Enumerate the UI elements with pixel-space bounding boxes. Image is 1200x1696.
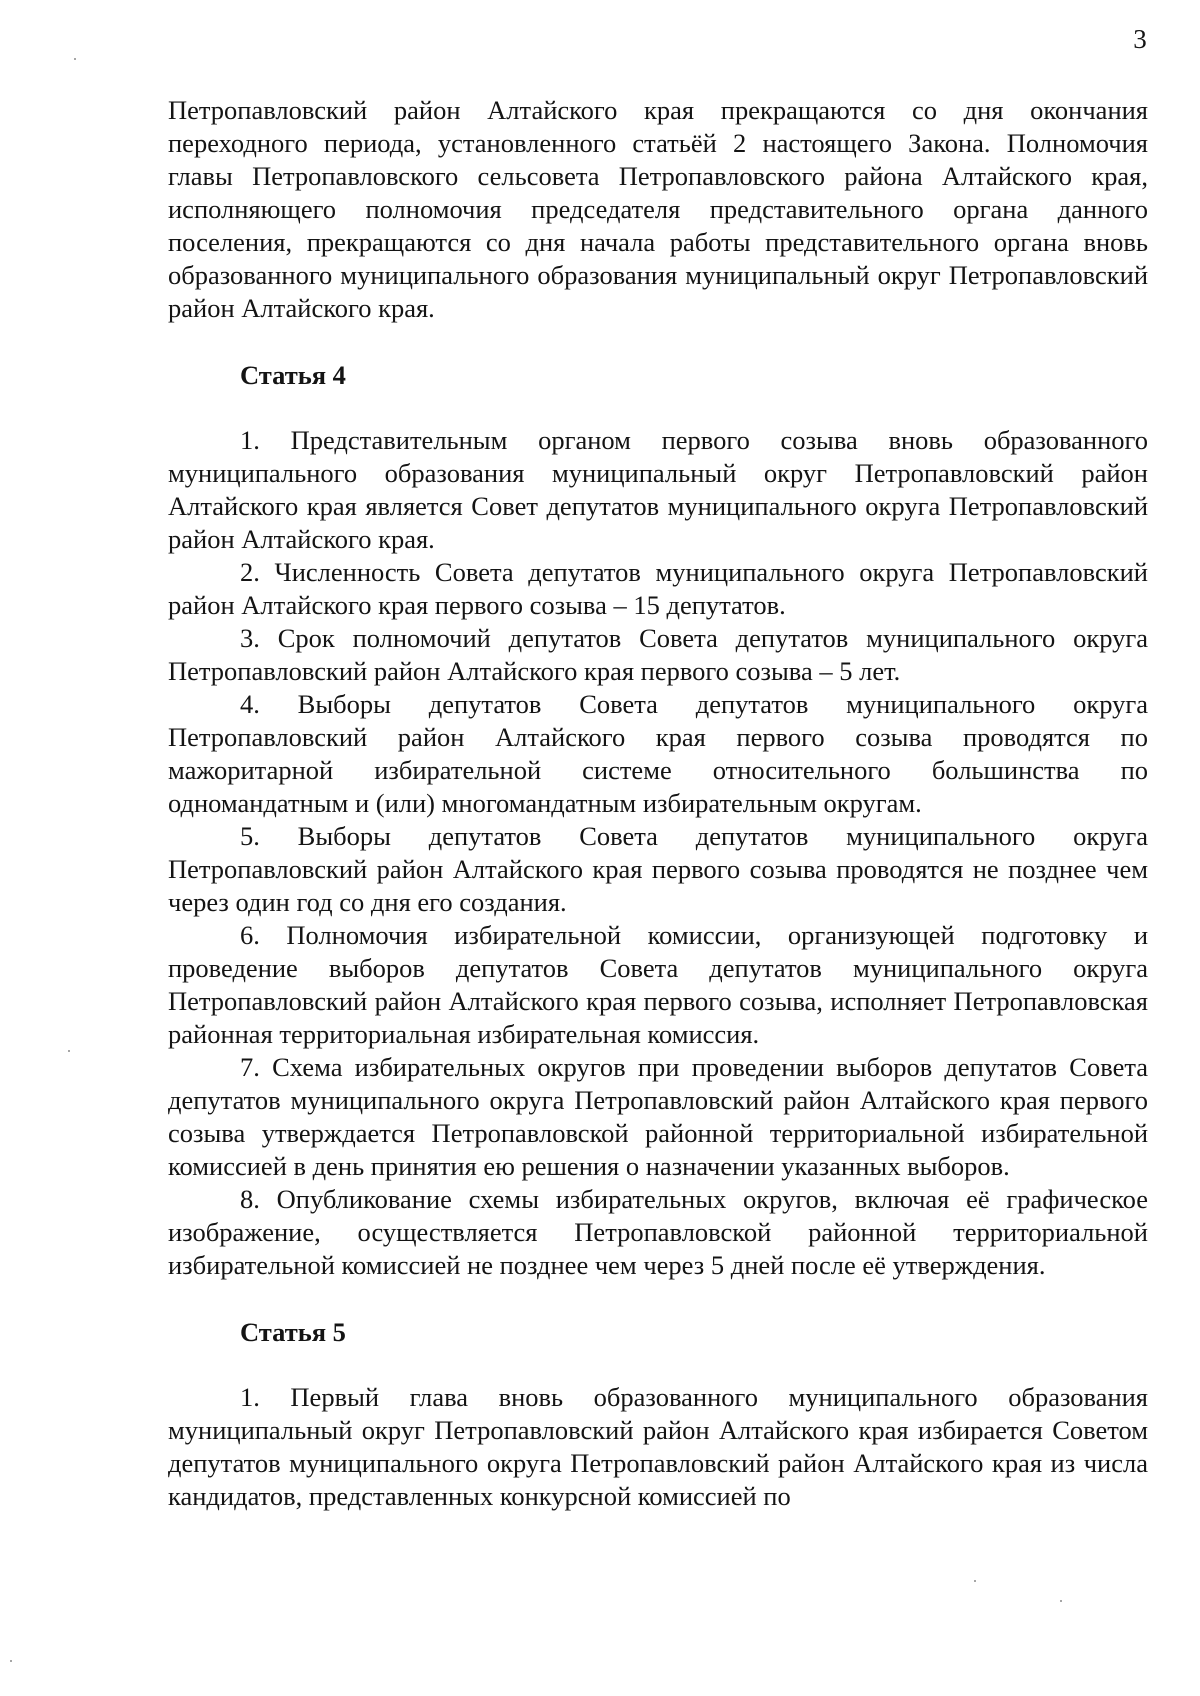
scan-speck — [1060, 1600, 1062, 1602]
scan-speck — [10, 1660, 12, 1662]
document-body — [168, 94, 1148, 1513]
article-4-paragraph-1: 1. Представительным органом первого созыва вновь образованного муниципального образования муниципальный округ Петропавловский район Алтайского края является Совет депутатов муниципального округа Петропавловский район Алтайского края. — [168, 425, 1148, 554]
article-4-paragraph-6: 6. Полномочия избирательной комиссии, организующей подготовку и проведение выборов депутатов Совета депутатов муниципального округа Петропавловский район Алтайского края первого созыва, исполняет Петропавловская районная территориальная избирательная комиссия. — [168, 920, 1148, 1049]
scan-speck — [974, 1580, 976, 1582]
article-4-paragraph-7: 7. Схема избирательных округов при проведении выборов депутатов Совета депутатов муниципального округа Петропавловский район Алтайского края первого созыва утверждается Петропавловской районной территориальной избирательной комиссией в день принятия ею решения о назначении указанных выборов. — [168, 1052, 1148, 1181]
article-4-paragraph-4: 4. Выборы депутатов Совета депутатов муниципального округа Петропавловский район Алтайского края первого созыва проводятся по мажоритарной избирательной системе относительного большинства по одномандатным и (или) многомандатным избирательным округам. — [168, 689, 1148, 818]
article-4-paragraph-5: 5. Выборы депутатов Совета депутатов муниципального округа Петропавловский район Алтайского края первого созыва проводятся не позднее чем через один год со дня его создания. — [168, 821, 1148, 917]
article-4-paragraph-8: 8. Опубликование схемы избирательных округов, включая её графическое изображение, осуществляется Петропавловской районной территориальной избирательной комиссией не позднее чем через 5 дней после её утверждения. — [168, 1184, 1148, 1280]
intro-paragraph: Петропавловский район Алтайского края прекращаются со дня окончания переходного периода, установленного статьёй 2 настоящего Закона. Полномочия главы Петропавловского сельсовета Петропавловского района Алтайского края, исполняющего полномочия председателя представительного органа данного поселения, прекращаются со дня начала работы представительного органа вновь образованного муниципального образования муниципальный округ Петропавловский район Алтайского края. — [168, 95, 1148, 323]
article-4-paragraph-3: 3. Срок полномочий депутатов Совета депутатов муниципального округа Петропавловский район Алтайского края первого созыва – 5 лет. — [168, 623, 1148, 686]
scan-speck — [74, 58, 76, 60]
article-5-paragraph-1: 1. Первый глава вновь образованного муниципального образования муниципальный округ Петропавловский район Алтайского края избирается Советом депутатов муниципального округа Петропавловский район Алтайского края из числа кандидатов, представленных конкурсной комиссией по — [168, 1382, 1148, 1511]
article-5-heading: Статья 5 — [240, 1317, 346, 1347]
article-4-heading: Статья 4 — [240, 360, 346, 390]
article-4-paragraph-2: 2. Численность Совета депутатов муниципального округа Петропавловский район Алтайского края первого созыва – 15 депутатов. — [168, 557, 1148, 620]
page-number: 3 — [1133, 24, 1147, 54]
scan-speck — [68, 1050, 70, 1052]
